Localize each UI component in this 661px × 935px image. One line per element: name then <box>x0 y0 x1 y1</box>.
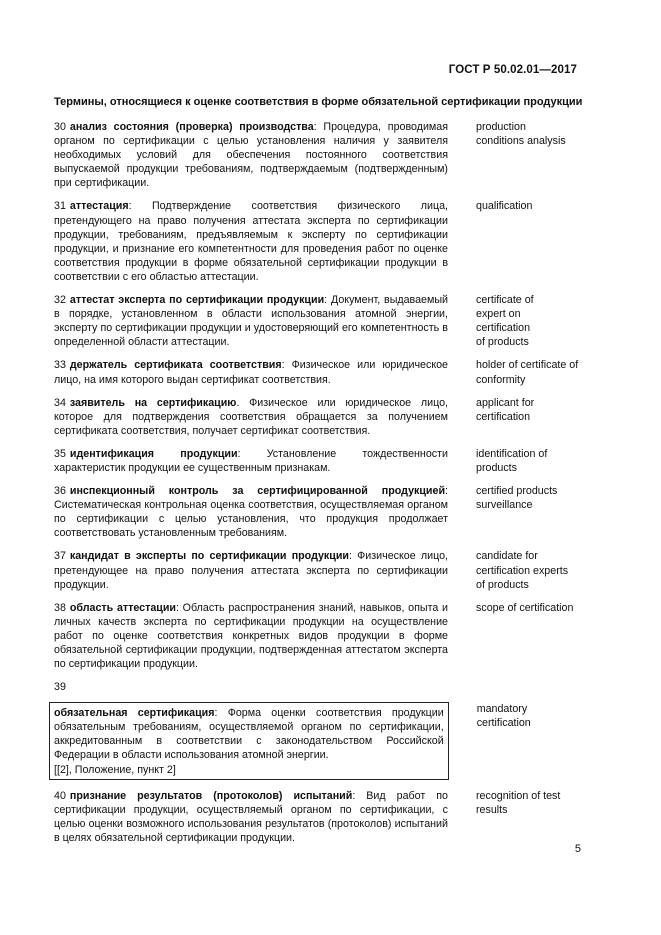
term-definition: : Систематическая контрольная оценка соответствия, осуществляемая органом по сертификации с целью установления, что продукция продолжает соответствовать установленным требованиям. <box>54 485 448 540</box>
boxed-term-entry <box>54 680 594 779</box>
term-name: идентификация продукции <box>69 447 238 460</box>
term-number: 31 <box>54 200 66 213</box>
term-english: applicant for certification <box>476 396 535 423</box>
term-english: production conditions analysis <box>476 121 566 148</box>
term-definition: : Процедура, проводимая органом по сертификации с целью установления наличия у заявителя необходимых условий для обеспечения постоянного соответствия выпускаемой продукции требованиям, подтверждаемым (подтвержденным) при сертификации. <box>54 121 449 190</box>
term-definition: : Установление тождественности характеристик продукции ее существенным признакам. <box>54 447 448 474</box>
term-name: кандидат в эксперты по сертификации продукции <box>69 550 349 563</box>
term-english: holder of certificate of conformity <box>476 359 579 386</box>
term-number: 39 <box>54 681 66 694</box>
term-english: certificate of expert on certification of products <box>476 294 534 349</box>
term-definition: : Документ, выдаваемый в порядке, установленном в области использования атомной энергии, эксперту по сертификации продукции и удостоверяющий его компетентность в определенной области аттестации. <box>54 294 448 349</box>
term-entry <box>54 484 594 540</box>
term-definition: . Физическое или юридическое лицо, которое для подтверждения соответствия обращается за получением сертификата соответствия, получает сертификат соответствия. <box>54 396 448 437</box>
term-number: 33 <box>54 359 66 372</box>
term-english: certified products surveillance <box>476 485 558 512</box>
term-entry <box>54 447 594 475</box>
term-name: обязательная сертификация <box>54 707 215 720</box>
term-name: признание результатов (протоколов) испытаний <box>69 789 353 802</box>
term-source: [[2], Положение, пункт 2] <box>54 763 176 776</box>
term-definition: : Подтверждение соответствия физического лица, претендующего на право получения аттестата эксперта по сертификации продукции, требованиям, предъявляемым к эксперту по сертификации продукции, и признание его компетентности для проведения работ по оценке соответствия продукции в форме обязательной сертификации продукции в соответствии с его областью аттестации. <box>54 200 448 283</box>
section-title: Термины, относящиеся к оценке соответствия в форме обязательной сертификации продукции <box>54 96 583 108</box>
term-definition: : Физическое лицо, претендующее на право получения аттестата эксперта по сертификации продукции. <box>54 550 448 591</box>
term-definition: : Физическое или юридическое лицо, на имя которого выдан сертификат соответствия. <box>54 359 448 386</box>
term-english: candidate for certification experts of products <box>476 550 569 591</box>
term-english: recognition of test results <box>476 789 561 816</box>
term-entry <box>54 789 594 845</box>
term-number: 34 <box>54 396 66 409</box>
term-name: аттестация <box>69 200 129 213</box>
term-entry <box>54 358 594 386</box>
term-number: 36 <box>54 485 66 498</box>
term-entry <box>54 396 594 438</box>
term-english: identification of products <box>476 447 548 474</box>
terms-list <box>54 120 594 854</box>
term-english: qualification <box>476 200 533 213</box>
term-number: 35 <box>54 447 66 460</box>
term-number: 32 <box>54 294 66 307</box>
term-name: заявитель на сертификацию <box>69 396 237 409</box>
term-english: scope of certification <box>476 601 574 614</box>
term-number: 30 <box>54 121 66 133</box>
term-number: 37 <box>54 550 66 563</box>
term-definition: : Область распространения знаний, навыков, опыта и личных качеств эксперта по сертификации продукции на осуществление работ по оценке соответствия конкретных видов продукции в форме обязательной сертификации продукции, подтвержденная аттестатом эксперта по сертификации продукции. <box>54 601 448 671</box>
term-name: область аттестации <box>69 601 176 614</box>
term-name: анализ состояния (проверка) производства <box>69 121 314 133</box>
term-entry <box>54 199 594 284</box>
term-entry <box>54 120 594 190</box>
term-name: держатель сертификата соответствия <box>69 359 282 372</box>
term-definition: : Форма оценки соответствия продукции обязательным требованиям, осуществляемой органом по сертификации, аккредитованным в соответствии с законодательством Российской Федерации в области использования атомной энергии. <box>54 707 444 762</box>
term-entry <box>54 293 594 349</box>
term-name: инспекционный контроль за сертифицированной продукцией <box>69 485 446 498</box>
page-number: 5 <box>574 843 581 855</box>
term-number: 38 <box>54 601 66 614</box>
term-definition: : Вид работ по сертификации продукции, осуществляемый органом по сертификации, с целью оценки возможного использования результатов (протоколов) испытаний в целях обязательной сертификации продукции. <box>54 789 448 844</box>
term-entry <box>54 601 594 671</box>
term-number: 40 <box>54 789 66 802</box>
standard-header: ГОСТ Р 50.02.01—2017 <box>448 64 577 76</box>
term-english: mandatory certification <box>476 703 531 730</box>
term-entry <box>54 549 594 591</box>
boxed-definition <box>49 702 449 779</box>
term-name: аттестат эксперта по сертификации продукции <box>69 294 325 307</box>
